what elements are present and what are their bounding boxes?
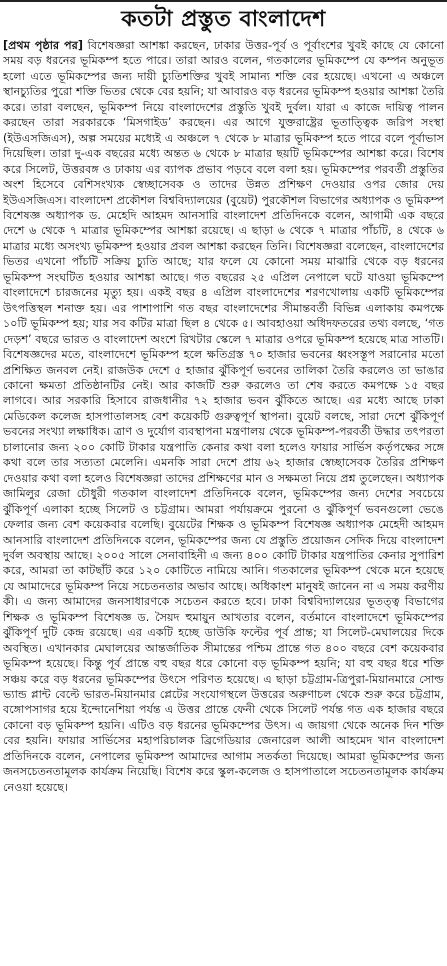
headline: কতটা প্রস্তুত বাংলাদেশ: [121, 6, 326, 32]
article-paragraph: [3, 38, 444, 795]
article-text: বিশেষজ্ঞরা আশঙ্কা করছেন, ঢাকার উত্তর-পূর্ব ও পূর্বাংশের খুবই কাছে যে কোনো সময় বড় ধরনের ভূমিকম্প হতে পারে। তারা আরও বলেন, গতকালের ভূমিকম্পে যে কম্পন অনুভূত হলো এতে ভূমিকম্পের জন্য দায়ী চ্যুতিশক্তির খুবই সামান্য শক্তি বের হয়েছে। এখনো এ অঞ্চলে স্থানচ্যুতির পুরো শক্তি ভিতর থেকে বের হয়নি; যা আবারও বড় ধরনের ভূমিকম্প হওয়ার আশঙ্কা তৈরি করে। তারা বলছেন, ভূমিকম্প নিয়ে বাংলাদেশের প্রস্তুতি খুবই দুর্বল। যারা এ কাজে দায়িত্ব পালন করছেন তারা সরকারকে ‘মিসগাইড’ করছেন। এর আগে যুক্তরাষ্ট্রের ভূতাত্ত্বিক জরিপ সংস্থা (ইউএসজিএস), অল্প সময়ের মধ্যেই এ অঞ্চলে ৭ থেকে ৮ মাত্রার ভূমিকম্প হতে পারে বলে পূর্বাভাস দিয়েছিল। তারা দু-এক বছরের মধ্যে অন্তত ৬ থেকে ৮ মাত্রার ছয়টি ভূমিকম্পের আশঙ্কা করে। বিশেষ করে সিলেট, উত্তরবঙ্গ ও ঢাকায় এর ব্যাপক প্রভাব পড়বে বলে বলা হয়। ভূমিকম্পের পরবর্তী প্রস্তুতির অংশ হিসেবে বেশিসংখ্যক স্বেচ্ছাসেবক ও তাদের উন্নত প্রশিক্ষণ দেওয়ার ওপর জোর দেয় ইউএসজিএস। বাংলাদেশ প্রকৌশল বিশ্ববিদ্যালয়ের (বুয়েট) পুরকৌশল বিভাগের অধ্যাপক ও ভূমিকম্প বিশেষজ্ঞ অধ্যাপক ড. মেহেদি আহমদ আনসারি বাংলাদেশ প্রতিদিনকে বলেন, আগামী এক বছরে দেশে ৬ থেকে ৭ মাত্রার ভূমিকম্পের আশঙ্কা রয়েছে। এ ছাড়া ৬ থেকে ৭ মাত্রার পাঁচটি, ৪ থেকে ৬ মাত্রার মধ্যে অসংখ্য ভূমিকম্প হওয়ার প্রবল আশঙ্কা করছেন তিনি। বিশেষজ্ঞরা বলেছেন, বাংলাদেশের ভিতর এখনো পাঁচটি সক্রিয় চ্যুতি আছে; যার ফলে যে কোনো সময় মাঝারি থেকে বড় ধরনের ভূমিকম্প সংঘটিত হওয়ার আশঙ্কা আছে। গত বছরের ২৫ এপ্রিল নেপালে ঘটে যাওয়া ভূমিকম্পে বাংলাদেশে চারজনের মৃত্যু হয়। একই বছর ৪ এপ্রিল বাংলাদেশের শরণখোলায় একটি ভূমিকম্পের উৎপত্তিস্থল শনাক্ত হয়। এর পাশাপাশি গত বছর বাংলাদেশের সীমান্তবর্তী বিভিন্ন এলাকায় কমপক্ষে ১০টি ভূমিকম্প হয়; যার সব কটির মাত্রা ছিল ৪ থেকে ৫। আবহাওয়া অধিদফতরের তথ্য বলছে, ‘গত দেড়শ’ বছরে ভারত ও বাংলাদেশ অংশে রিখটার স্কেলে ৭ মাত্রার ওপরে ভূমিকম্প হয়েছে মাত্র সাতটি। বিশেষজ্ঞদের মতে, বাংলাদেশে ভূমিকম্প হলে ক্ষতিগ্রস্ত ৭০ হাজার ভবনের ধ্বংসস্তূপ সরানোর মতো প্রশিক্ষিত জনবল নেই। রাজউক দেশে ৫ হাজার ঝুঁকিপূর্ণ ভবনের তালিকা তৈরি করলেও তা ভাঙার কোনো ক্ষমতা প্রতিষ্ঠানটির নেই। আর কাজটি শুরু করলেও তা শেষ করতে কমপক্ষে ১৫ বছর লাগবে। আর সরকারি হিসাবে রাজধানীর ৭২ হাজার ভবন ঝুঁকিতে আছে। এর মধ্যে আছে ঢাকা মেডিকেল কলেজ হাসপাতালসহ বেশ কয়েকটি গুরুত্বপূর্ণ স্থাপনা। বুয়েট বলছে, সারা দেশে ঝুঁকিপূর্ণ ভবনের সংখ্যা লক্ষাধিক। ত্রাণ ও দুর্যোগ ব্যবস্থাপনা মন্ত্রণালয় থেকে ভূমিকম্প-পরবর্তী উদ্ধার তৎপরতা চালানোর জন্য ২০০ কোটি টাকার যন্ত্রপাতি কেনার কথা বলা হলেও ফায়ার সার্ভিস কর্তৃপক্ষের সঙ্গে কথা বলে তার সত্যতা মেলেনি। এমনকি সারা দেশে প্রায় ৬২ হাজার স্বেচ্ছাসেবক তৈরির প্রশিক্ষণ দেওয়ার কথা বলা হলেও বিশেষজ্ঞরা তাদের প্রশিক্ষণের মান ও সক্ষমতা নিয়ে প্রশ্ন তুলেছেন। অধ্যাপক জামিলুর রেজা চৌধুরী গতকাল বাংলাদেশ প্রতিদিনকে বলেন, ভূমিকম্পের জন্য দেশের সবচেয়ে ঝুঁকিপূর্ণ এলাকা হচ্ছে সিলেট ও চট্টগ্রাম। আমরা পর্যায়ক্রমে পুরনো ও ঝুঁকিপূর্ণ ভবনগুলো ভেঙে ফেলার জন্য বেশ কয়েকবার বলেছি। বুয়েটের শিক্ষক ও ভূমিকম্প বিশেষজ্ঞ অধ্যাপক মেহেদী আহমদ আনসারি বাংলাদেশ প্রতিদিনকে বলেন, ভূমিকম্পের জন্য যে প্রস্তুতি প্রয়োজন সেদিক দিয়ে বাংলাদেশ দুর্বল অবস্থায় আছে। ২০০৫ সালে সেনাবাহিনী এ জন্য ৪০০ কোটি টাকার যন্ত্রপাতির কেনার সুপারিশ করে, আমরা তা কাটছাঁট করে ১২০ কোটিতে নামিয়ে আনি। গতকালের ভূমিকম্প থেকে মনে হয়েছে যে আমাদেরে ভূমিকম্প নিয়ে সচেতনতার অভাব আছে। অধিকাংশ মানুষই জানেন না এ সময় করণীয় কী। এ জন্য আমাদের জনসাধারণকে সচেতন করতে হবে। ঢাকা বিশ্ববিদ্যালয়ের ভূতত্ত্ব বিভাগের শিক্ষক ও ভূমিকম্প বিশেষজ্ঞ ড. সৈয়দ হুমায়ুন আখতার বলেন, বর্তমানে বাংলাদেশে ভূমিকম্পের ঝুঁকিপূর্ণ দুটি কেন্দ্র রয়েছে। এর একটি হচ্ছে ডাউকি ফল্টের পূর্ব প্রান্ত; যা সিলেট-মেঘালয়ের দিকে অবস্থিত। এখানকার মেঘালয়ের আন্তর্জাতিক সীমান্তের পশ্চিম প্রান্তে গত ৪০০ বছরে বেশ কয়েকবার ভূমিকম্প হয়েছে। কিন্তু পূর্ব প্রান্তে বহু বছর ধরে কোনো বড় ভূমিকম্প হয়নি; যা বহু বছর ধরে শক্তি সঞ্চয় করে বড় ধরনের ভূমিকম্পের উৎসে পরিণত হয়েছে। এ ছাড়া চট্টগ্রাম-ত্রিপুরা-মিয়ানমারে সোল্ড ভ্যান্ড প্লান্ট বেল্টে ভারত-মিয়ানমার প্লেটের সংযোগস্থলে উত্তরের অরুণাচল থেকে শুরু করে চট্টগ্রাম, বঙ্গোপসাগর হয়ে ইন্দোনেশিয়া পর্যন্ত এ উত্তর প্রান্তে ফেনী থেকে সিলেট পর্যন্ত গত এক হাজার বছরে কোনো বড় ভূমিকম্প হয়নি। এটিও বড় ধরনের ভূমিকম্পের উৎস। এ জায়গা থেকে অনেক দিন শক্তি বের হয়নি। ফায়ার সার্ভিসের মহাপরিচালক ব্রিগেডিয়ার জেনারেল আলী আহমেদ খান বাংলাদেশ প্রতিদিনকে বলেন, নেপালের ভূমিকম্প আমাদের আগাম সতর্কতা দিয়েছে। আমরা ভূমিকম্পের জন্য জনসচেতনতামূলক কার্যক্রম নিয়েছি। বিশেষ করে স্কুল-কলেজ ও হাসপাতালে সচেতনতামূলক কার্যক্রম নেওয়া হয়েছে।: [3, 39, 444, 794]
continued-label: [প্রথম পৃষ্ঠার পর]: [3, 39, 84, 52]
article-body: [3, 38, 444, 962]
